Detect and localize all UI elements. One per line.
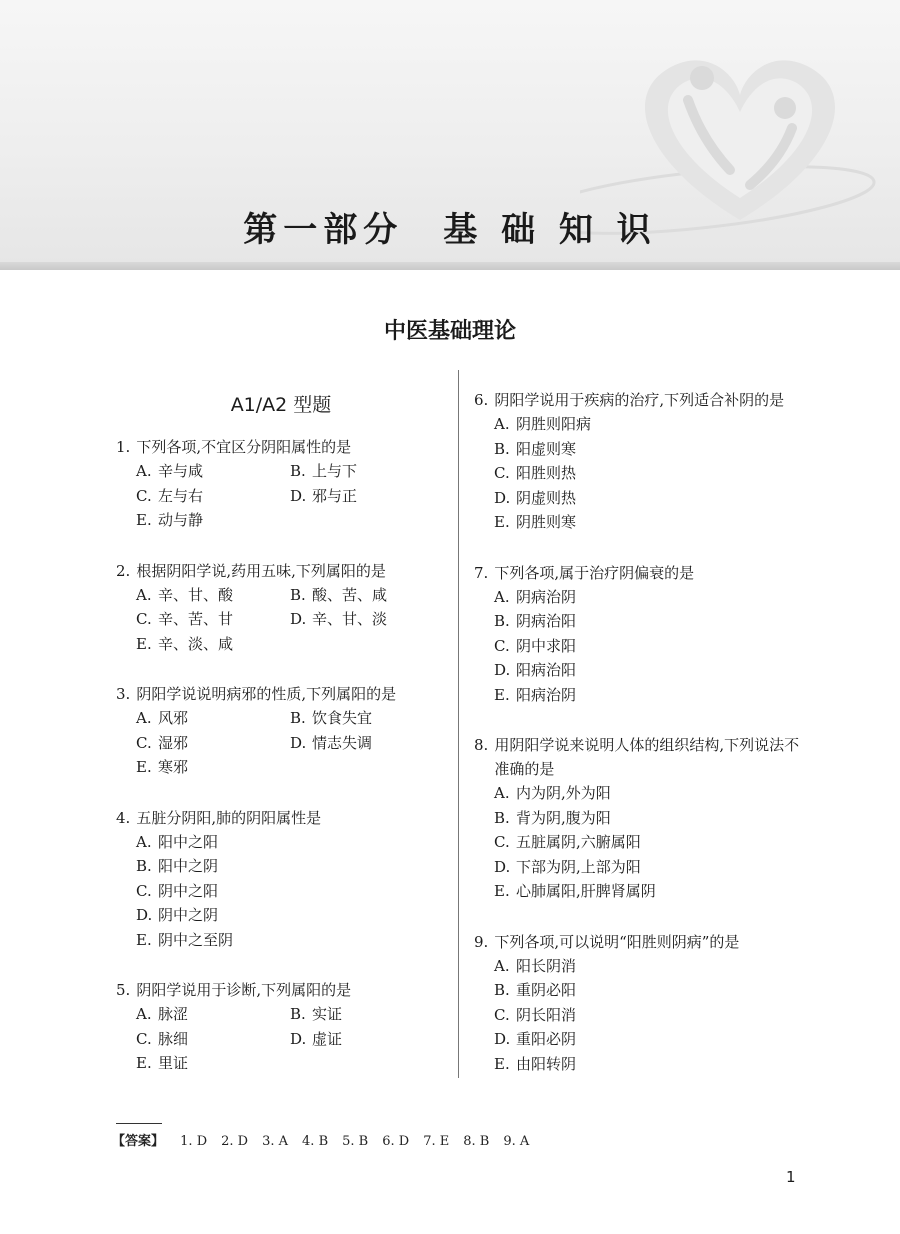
option-letter: B. xyxy=(494,808,510,827)
answer-option xyxy=(494,1027,814,1052)
option-text: 阴中之阳 xyxy=(158,881,219,900)
question-stem xyxy=(116,806,446,830)
answer-option xyxy=(494,634,814,659)
answer-key xyxy=(112,1130,543,1149)
option-text: 阳胜则热 xyxy=(516,464,577,482)
option-list xyxy=(116,459,446,533)
option-text: 阴病治阳 xyxy=(516,612,577,630)
option-letter: D. xyxy=(494,857,511,876)
question-stem xyxy=(474,561,814,585)
answer-option xyxy=(136,1051,290,1076)
option-letter: C. xyxy=(494,833,510,851)
question-number: 7. xyxy=(474,563,489,582)
option-text: 阳病治阳 xyxy=(516,661,577,679)
answer-option xyxy=(136,903,446,928)
question-number: 1. xyxy=(116,438,131,456)
section-title: 中医基础理论 xyxy=(383,318,516,344)
question-number: 9. xyxy=(474,932,489,951)
answer-option xyxy=(494,486,814,511)
option-text: 阴长阳消 xyxy=(516,1005,577,1024)
answer-option xyxy=(494,855,814,880)
answer-option xyxy=(494,658,814,683)
question-number: 6. xyxy=(474,391,489,409)
option-letter: A. xyxy=(136,709,152,727)
question-text: 下列各项,可以说明“阳胜则阴病”的是 xyxy=(494,932,740,951)
question-item xyxy=(474,733,814,904)
option-letter: A. xyxy=(136,585,152,604)
question-stem xyxy=(474,388,814,412)
option-letter: D. xyxy=(494,488,511,507)
option-letter: D. xyxy=(290,1029,307,1048)
column-divider xyxy=(458,370,459,1078)
option-text: 下部为阴,上部为阳 xyxy=(516,857,641,876)
answer-option xyxy=(136,583,290,608)
option-letter: B. xyxy=(290,585,306,604)
option-letter: A. xyxy=(494,956,510,975)
option-text: 左与右 xyxy=(158,486,204,505)
answer-entry: 1. D xyxy=(180,1134,208,1149)
question-type-heading: A1/A2 型题 xyxy=(230,394,332,416)
option-text: 由阳转阴 xyxy=(516,1054,577,1073)
question-stem xyxy=(116,682,446,706)
option-letter: A. xyxy=(494,784,510,802)
answer-option xyxy=(494,806,814,831)
answer-option xyxy=(494,609,814,634)
answer-entry: 6. D xyxy=(382,1134,410,1149)
option-text: 酸、苦、咸 xyxy=(312,585,388,604)
option-letter: C. xyxy=(494,464,510,482)
answer-option xyxy=(136,879,446,904)
answer-option xyxy=(136,508,290,533)
part-title: 第一部分 基 础 知 识 xyxy=(243,210,657,250)
option-letter: A. xyxy=(136,832,152,851)
answer-option xyxy=(290,484,444,509)
option-text: 风邪 xyxy=(158,709,189,727)
option-text: 寒邪 xyxy=(158,758,189,776)
answer-entry: 2. D xyxy=(221,1134,249,1149)
option-text: 辛、苦、甘 xyxy=(158,610,234,628)
answer-entry: 4. B xyxy=(302,1134,329,1149)
answer-option xyxy=(290,1027,444,1052)
option-text: 阴中之至阴 xyxy=(158,930,234,949)
answer-option xyxy=(494,683,814,708)
option-text: 上与下 xyxy=(312,462,358,480)
question-text: 根据阴阳学说,药用五味,下列属阳的是 xyxy=(136,561,386,580)
option-letter: B. xyxy=(290,1005,306,1023)
answer-option xyxy=(290,1002,444,1027)
question-stem xyxy=(474,930,814,954)
option-list xyxy=(116,830,446,953)
option-letter: E. xyxy=(136,930,152,949)
question-number: 4. xyxy=(116,808,131,827)
option-letter: C. xyxy=(136,881,152,900)
option-text: 动与静 xyxy=(158,511,204,529)
option-list xyxy=(116,706,446,780)
option-letter: B. xyxy=(290,709,306,727)
option-list xyxy=(474,412,814,535)
option-list xyxy=(474,585,814,708)
option-text: 阳虚则寒 xyxy=(516,439,577,458)
question-stem xyxy=(474,733,814,781)
option-letter: E. xyxy=(136,511,152,529)
answer-option xyxy=(136,830,446,855)
option-text: 情志失调 xyxy=(312,733,373,752)
option-letter: D. xyxy=(494,1030,511,1048)
question-text: 下列各项,不宜区分阴阳属性的是 xyxy=(136,438,352,456)
option-letter: C. xyxy=(136,733,152,752)
answer-option xyxy=(494,412,814,437)
question-text: 阴阳学说用于疾病的治疗,下列适合补阴的是 xyxy=(494,391,785,409)
answer-option xyxy=(136,607,290,632)
option-text: 阳中之阴 xyxy=(158,857,219,875)
answer-option xyxy=(290,731,444,756)
option-letter: A. xyxy=(136,462,152,480)
question-item xyxy=(116,435,446,533)
option-text: 阴中之阴 xyxy=(158,906,219,924)
option-letter: C. xyxy=(494,636,510,655)
option-letter: C. xyxy=(136,486,152,505)
question-number: 2. xyxy=(116,561,131,580)
option-letter: E. xyxy=(494,513,510,531)
option-text: 阴胜则阳病 xyxy=(516,415,592,433)
option-letter: C. xyxy=(136,1029,152,1048)
option-text: 阴胜则寒 xyxy=(516,513,577,531)
option-text: 阳病治阴 xyxy=(516,685,577,704)
option-letter: E. xyxy=(136,758,152,776)
question-text: 阴阳学说说明病邪的性质,下列属阳的是 xyxy=(136,685,397,703)
option-list xyxy=(474,954,814,1077)
answer-entry: 7. E xyxy=(423,1134,450,1149)
option-text: 五脏属阴,六腑属阳 xyxy=(516,833,641,851)
option-text: 里证 xyxy=(158,1054,189,1072)
question-text: 用阴阳学说来说明人体的组织结构,下列说法不准确的是 xyxy=(494,736,800,778)
option-text: 阳长阴消 xyxy=(516,956,577,975)
option-letter: B. xyxy=(494,612,510,630)
option-letter: D. xyxy=(290,733,307,752)
option-letter: B. xyxy=(494,981,510,999)
option-text: 脉涩 xyxy=(158,1005,189,1023)
answer-option xyxy=(136,459,290,484)
option-letter: C. xyxy=(136,610,152,628)
answer-option xyxy=(136,484,290,509)
option-text: 阴病治阴 xyxy=(516,587,577,606)
option-list xyxy=(116,1002,446,1076)
option-text: 辛、甘、酸 xyxy=(158,585,234,604)
answer-option xyxy=(136,854,446,879)
option-text: 实证 xyxy=(312,1005,343,1023)
option-text: 阳中之阳 xyxy=(158,832,219,851)
answer-option xyxy=(136,706,290,731)
answer-entry: 8. B xyxy=(463,1134,490,1149)
answer-option xyxy=(290,459,444,484)
answer-option xyxy=(136,755,290,780)
option-text: 虚证 xyxy=(312,1029,343,1048)
option-letter: E. xyxy=(136,634,152,653)
answer-option xyxy=(136,1027,290,1052)
question-item xyxy=(116,559,446,657)
option-letter: B. xyxy=(290,462,306,480)
answer-option xyxy=(136,928,446,953)
answer-option xyxy=(494,461,814,486)
answer-option xyxy=(494,954,814,979)
option-text: 饮食失宜 xyxy=(312,709,373,727)
option-text: 内为阴,外为阳 xyxy=(516,784,611,802)
question-text: 下列各项,属于治疗阴偏衰的是 xyxy=(494,563,695,582)
answer-option xyxy=(136,1002,290,1027)
answer-option xyxy=(494,879,814,904)
option-text: 脉细 xyxy=(158,1029,189,1048)
question-stem xyxy=(116,559,446,583)
option-text: 邪与正 xyxy=(312,486,358,505)
option-text: 心肺属阳,肝脾肾属阴 xyxy=(516,882,656,900)
page-number: 1 xyxy=(786,1168,796,1186)
question-item xyxy=(474,388,814,535)
option-letter: A. xyxy=(494,415,510,433)
question-text: 阴阳学说用于诊断,下列属阳的是 xyxy=(136,981,352,999)
banner-divider xyxy=(0,262,900,270)
question-number: 3. xyxy=(116,685,131,703)
option-list xyxy=(474,781,814,904)
question-item xyxy=(116,806,446,953)
question-number: 8. xyxy=(474,736,489,754)
question-text: 五脏分阴阳,肺的阴阳属性是 xyxy=(136,808,322,827)
option-letter: E. xyxy=(494,882,510,900)
option-text: 辛与咸 xyxy=(158,462,204,480)
answer-key-label: 【答案】 xyxy=(112,1134,165,1149)
option-letter: D. xyxy=(136,906,153,924)
answer-option xyxy=(494,585,814,610)
right-column xyxy=(474,388,814,1102)
question-item xyxy=(474,930,814,1077)
option-text: 重阴必阳 xyxy=(516,981,577,999)
answer-entry: 9. A xyxy=(503,1134,530,1149)
option-letter: E. xyxy=(136,1054,152,1072)
question-item xyxy=(116,978,446,1076)
footnote-divider xyxy=(116,1123,162,1124)
chapter-banner xyxy=(0,0,900,268)
answer-option xyxy=(136,632,290,657)
option-text: 阴虚则热 xyxy=(516,488,577,507)
answer-entry: 3. A xyxy=(262,1134,289,1149)
option-text: 湿邪 xyxy=(158,733,189,752)
answer-option xyxy=(494,781,814,806)
left-column xyxy=(116,388,446,1102)
answer-option xyxy=(136,731,290,756)
option-letter: D. xyxy=(290,610,307,628)
option-letter: B. xyxy=(136,857,152,875)
option-text: 背为阴,腹为阳 xyxy=(516,808,611,827)
option-list xyxy=(116,583,446,657)
answer-option xyxy=(494,437,814,462)
question-item xyxy=(116,682,446,780)
answer-option xyxy=(290,706,444,731)
option-letter: E. xyxy=(494,1054,510,1073)
answer-option xyxy=(494,1003,814,1028)
option-letter: D. xyxy=(494,661,511,679)
answer-option xyxy=(290,583,444,608)
answer-option xyxy=(494,830,814,855)
answer-entry: 5. B xyxy=(342,1134,369,1149)
answer-option xyxy=(494,510,814,535)
option-text: 重阳必阴 xyxy=(516,1030,577,1048)
answer-option xyxy=(494,1052,814,1077)
option-letter: A. xyxy=(136,1005,152,1023)
option-letter: C. xyxy=(494,1005,510,1024)
option-letter: E. xyxy=(494,685,510,704)
option-letter: A. xyxy=(494,587,510,606)
option-letter: B. xyxy=(494,439,510,458)
option-text: 阴中求阳 xyxy=(516,636,577,655)
question-number: 5. xyxy=(116,981,131,999)
question-stem xyxy=(116,978,446,1002)
answer-option xyxy=(290,607,444,632)
option-text: 辛、甘、淡 xyxy=(312,610,388,628)
question-stem xyxy=(116,435,446,459)
option-text: 辛、淡、咸 xyxy=(158,634,234,653)
option-letter: D. xyxy=(290,486,307,505)
answer-option xyxy=(494,978,814,1003)
question-item xyxy=(474,561,814,708)
